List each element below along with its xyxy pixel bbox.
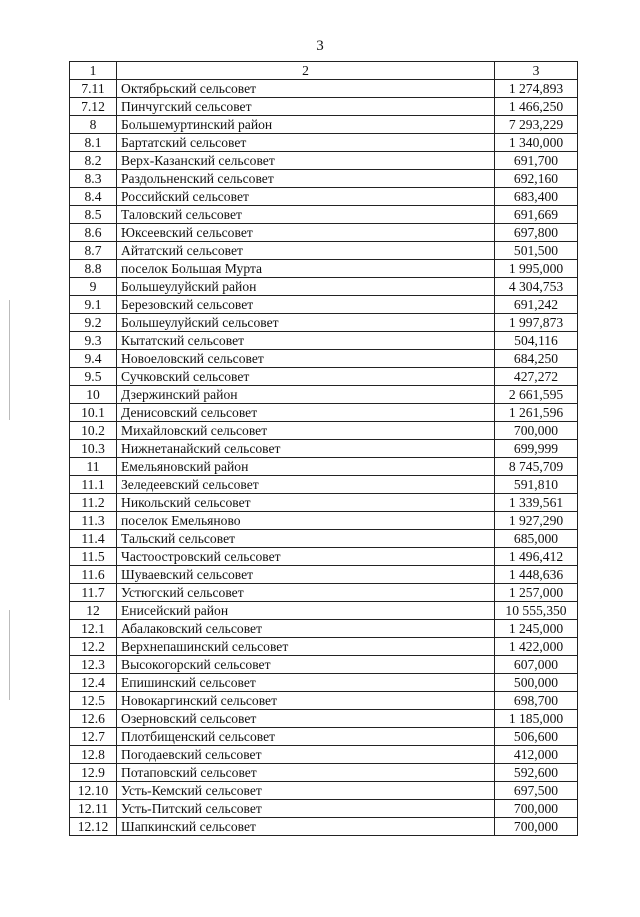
row-number-cell: 7.11 <box>70 80 117 98</box>
row-number-cell: 12.1 <box>70 620 117 638</box>
table-row <box>70 278 578 296</box>
table-row <box>70 494 578 512</box>
column-header-name: 2 <box>117 62 495 80</box>
table-row <box>70 602 578 620</box>
municipality-name-cell: Никольский сельсовет <box>117 494 495 512</box>
row-number-cell: 10.3 <box>70 440 117 458</box>
amount-cell: 692,160 <box>495 170 578 188</box>
amount-cell: 1 927,290 <box>495 512 578 530</box>
table-row <box>70 584 578 602</box>
municipality-name-cell: Погодаевский сельсовет <box>117 746 495 764</box>
municipality-name-cell: Большеулуйский сельсовет <box>117 314 495 332</box>
row-number-cell: 12.5 <box>70 692 117 710</box>
amount-cell: 697,800 <box>495 224 578 242</box>
row-number-cell: 12.10 <box>70 782 117 800</box>
table-row <box>70 80 578 98</box>
table-row <box>70 260 578 278</box>
table-row <box>70 818 578 836</box>
row-number-cell: 9.4 <box>70 350 117 368</box>
amount-cell: 1 997,873 <box>495 314 578 332</box>
table-row <box>70 692 578 710</box>
amount-cell: 1 340,000 <box>495 134 578 152</box>
row-number-cell: 9.5 <box>70 368 117 386</box>
table-row <box>70 404 578 422</box>
amount-cell: 691,669 <box>495 206 578 224</box>
row-number-cell: 8.5 <box>70 206 117 224</box>
table-row <box>70 458 578 476</box>
scan-edge-mark <box>9 300 10 420</box>
municipality-name-cell: Усть-Кемский сельсовет <box>117 782 495 800</box>
municipality-name-cell: Таловский сельсовет <box>117 206 495 224</box>
row-number-cell: 12.12 <box>70 818 117 836</box>
row-number-cell: 9.1 <box>70 296 117 314</box>
row-number-cell: 11.1 <box>70 476 117 494</box>
row-number-cell: 10 <box>70 386 117 404</box>
table-row <box>70 530 578 548</box>
row-number-cell: 12.2 <box>70 638 117 656</box>
amount-cell: 591,810 <box>495 476 578 494</box>
row-number-cell: 8 <box>70 116 117 134</box>
amount-cell: 1 496,412 <box>495 548 578 566</box>
municipality-name-cell: Новоеловский сельсовет <box>117 350 495 368</box>
row-number-cell: 11.7 <box>70 584 117 602</box>
table-row <box>70 206 578 224</box>
municipality-name-cell: Большеулуйский район <box>117 278 495 296</box>
amount-cell: 1 274,893 <box>495 80 578 98</box>
table-row <box>70 548 578 566</box>
table-header-row <box>70 62 578 80</box>
table-row <box>70 710 578 728</box>
table-row <box>70 422 578 440</box>
row-number-cell: 11.6 <box>70 566 117 584</box>
column-header-amount: 3 <box>495 62 578 80</box>
municipality-name-cell: Айтатский сельсовет <box>117 242 495 260</box>
table-row <box>70 134 578 152</box>
row-number-cell: 8.4 <box>70 188 117 206</box>
amount-cell: 685,000 <box>495 530 578 548</box>
table-row <box>70 386 578 404</box>
amount-cell: 501,500 <box>495 242 578 260</box>
amount-cell: 504,116 <box>495 332 578 350</box>
row-number-cell: 9.3 <box>70 332 117 350</box>
table-row <box>70 440 578 458</box>
municipality-name-cell: Енисейский район <box>117 602 495 620</box>
amount-cell: 1 466,250 <box>495 98 578 116</box>
municipality-name-cell: Октябрьский сельсовет <box>117 80 495 98</box>
row-number-cell: 12.3 <box>70 656 117 674</box>
table-row <box>70 746 578 764</box>
table-row <box>70 152 578 170</box>
amount-cell: 683,400 <box>495 188 578 206</box>
amount-cell: 592,600 <box>495 764 578 782</box>
amount-cell: 506,600 <box>495 728 578 746</box>
municipality-name-cell: Березовский сельсовет <box>117 296 495 314</box>
municipality-name-cell: Емельяновский район <box>117 458 495 476</box>
amount-cell: 700,000 <box>495 818 578 836</box>
table-row <box>70 638 578 656</box>
row-number-cell: 9 <box>70 278 117 296</box>
amount-cell: 684,250 <box>495 350 578 368</box>
municipality-name-cell: Верх-Казанский сельсовет <box>117 152 495 170</box>
row-number-cell: 12.9 <box>70 764 117 782</box>
row-number-cell: 11.2 <box>70 494 117 512</box>
table-row <box>70 188 578 206</box>
municipality-name-cell: Шапкинский сельсовет <box>117 818 495 836</box>
municipality-name-cell: Епишинский сельсовет <box>117 674 495 692</box>
table-row <box>70 764 578 782</box>
municipality-name-cell: Дзержинский район <box>117 386 495 404</box>
municipality-name-cell: Раздольненский сельсовет <box>117 170 495 188</box>
table-row <box>70 656 578 674</box>
municipality-name-cell: Кытатский сельсовет <box>117 332 495 350</box>
municipality-name-cell: Новокаргинский сельсовет <box>117 692 495 710</box>
row-number-cell: 8.7 <box>70 242 117 260</box>
municipality-name-cell: Усть-Питский сельсовет <box>117 800 495 818</box>
municipality-name-cell: Верхнепашинский сельсовет <box>117 638 495 656</box>
table-row <box>70 800 578 818</box>
amount-cell: 1 245,000 <box>495 620 578 638</box>
municipality-name-cell: Денисовский сельсовет <box>117 404 495 422</box>
amount-cell: 412,000 <box>495 746 578 764</box>
amount-cell: 500,000 <box>495 674 578 692</box>
table-row <box>70 224 578 242</box>
table-row <box>70 566 578 584</box>
row-number-cell: 12 <box>70 602 117 620</box>
municipality-name-cell: Российский сельсовет <box>117 188 495 206</box>
amount-cell: 700,000 <box>495 800 578 818</box>
amount-cell: 8 745,709 <box>495 458 578 476</box>
row-number-cell: 11.4 <box>70 530 117 548</box>
table-row <box>70 116 578 134</box>
row-number-cell: 9.2 <box>70 314 117 332</box>
municipality-name-cell: Абалаковский сельсовет <box>117 620 495 638</box>
amount-cell: 7 293,229 <box>495 116 578 134</box>
municipality-name-cell: Потаповский сельсовет <box>117 764 495 782</box>
table-row <box>70 728 578 746</box>
row-number-cell: 8.3 <box>70 170 117 188</box>
scan-edge-mark <box>9 610 10 700</box>
amount-cell: 691,700 <box>495 152 578 170</box>
column-header-number: 1 <box>70 62 117 80</box>
table-row <box>70 368 578 386</box>
municipality-name-cell: Нижнетанайский сельсовет <box>117 440 495 458</box>
municipality-name-cell: Большемуртинский район <box>117 116 495 134</box>
amount-cell: 698,700 <box>495 692 578 710</box>
amount-cell: 697,500 <box>495 782 578 800</box>
table-row <box>70 350 578 368</box>
amount-cell: 700,000 <box>495 422 578 440</box>
municipality-name-cell: поселок Емельяново <box>117 512 495 530</box>
municipality-name-cell: Частоостровский сельсовет <box>117 548 495 566</box>
row-number-cell: 12.8 <box>70 746 117 764</box>
amount-cell: 691,242 <box>495 296 578 314</box>
row-number-cell: 12.6 <box>70 710 117 728</box>
municipality-name-cell: Тальский сельсовет <box>117 530 495 548</box>
table-row <box>70 242 578 260</box>
row-number-cell: 8.8 <box>70 260 117 278</box>
table-row <box>70 332 578 350</box>
table-row <box>70 170 578 188</box>
row-number-cell: 11 <box>70 458 117 476</box>
amount-cell: 4 304,753 <box>495 278 578 296</box>
budget-table <box>69 61 578 836</box>
table-row <box>70 98 578 116</box>
table-row <box>70 674 578 692</box>
page-number: 3 <box>316 38 324 54</box>
row-number-cell: 12.7 <box>70 728 117 746</box>
table-row <box>70 314 578 332</box>
amount-cell: 607,000 <box>495 656 578 674</box>
row-number-cell: 8.1 <box>70 134 117 152</box>
municipality-name-cell: Юксеевский сельсовет <box>117 224 495 242</box>
municipality-name-cell: Устюгский сельсовет <box>117 584 495 602</box>
amount-cell: 1 339,561 <box>495 494 578 512</box>
municipality-name-cell: Пинчугский сельсовет <box>117 98 495 116</box>
row-number-cell: 12.4 <box>70 674 117 692</box>
row-number-cell: 12.11 <box>70 800 117 818</box>
amount-cell: 1 185,000 <box>495 710 578 728</box>
municipality-name-cell: Шуваевский сельсовет <box>117 566 495 584</box>
amount-cell: 1 422,000 <box>495 638 578 656</box>
amount-cell: 699,999 <box>495 440 578 458</box>
row-number-cell: 10.1 <box>70 404 117 422</box>
amount-cell: 1 261,596 <box>495 404 578 422</box>
municipality-name-cell: Сучковский сельсовет <box>117 368 495 386</box>
municipality-name-cell: Зеледеевский сельсовет <box>117 476 495 494</box>
amount-cell: 427,272 <box>495 368 578 386</box>
municipality-name-cell: Высокогорский сельсовет <box>117 656 495 674</box>
table-row <box>70 296 578 314</box>
row-number-cell: 7.12 <box>70 98 117 116</box>
row-number-cell: 10.2 <box>70 422 117 440</box>
table-row <box>70 620 578 638</box>
municipality-name-cell: Плотбищенский сельсовет <box>117 728 495 746</box>
row-number-cell: 11.5 <box>70 548 117 566</box>
amount-cell: 1 257,000 <box>495 584 578 602</box>
row-number-cell: 8.6 <box>70 224 117 242</box>
table-body <box>70 80 578 836</box>
table-row <box>70 512 578 530</box>
municipality-name-cell: Озерновский сельсовет <box>117 710 495 728</box>
amount-cell: 1 995,000 <box>495 260 578 278</box>
municipality-name-cell: поселок Большая Мурта <box>117 260 495 278</box>
amount-cell: 2 661,595 <box>495 386 578 404</box>
row-number-cell: 8.2 <box>70 152 117 170</box>
table-row <box>70 782 578 800</box>
amount-cell: 10 555,350 <box>495 602 578 620</box>
municipality-name-cell: Михайловский сельсовет <box>117 422 495 440</box>
amount-cell: 1 448,636 <box>495 566 578 584</box>
row-number-cell: 11.3 <box>70 512 117 530</box>
municipality-name-cell: Бартатский сельсовет <box>117 134 495 152</box>
table-row <box>70 476 578 494</box>
